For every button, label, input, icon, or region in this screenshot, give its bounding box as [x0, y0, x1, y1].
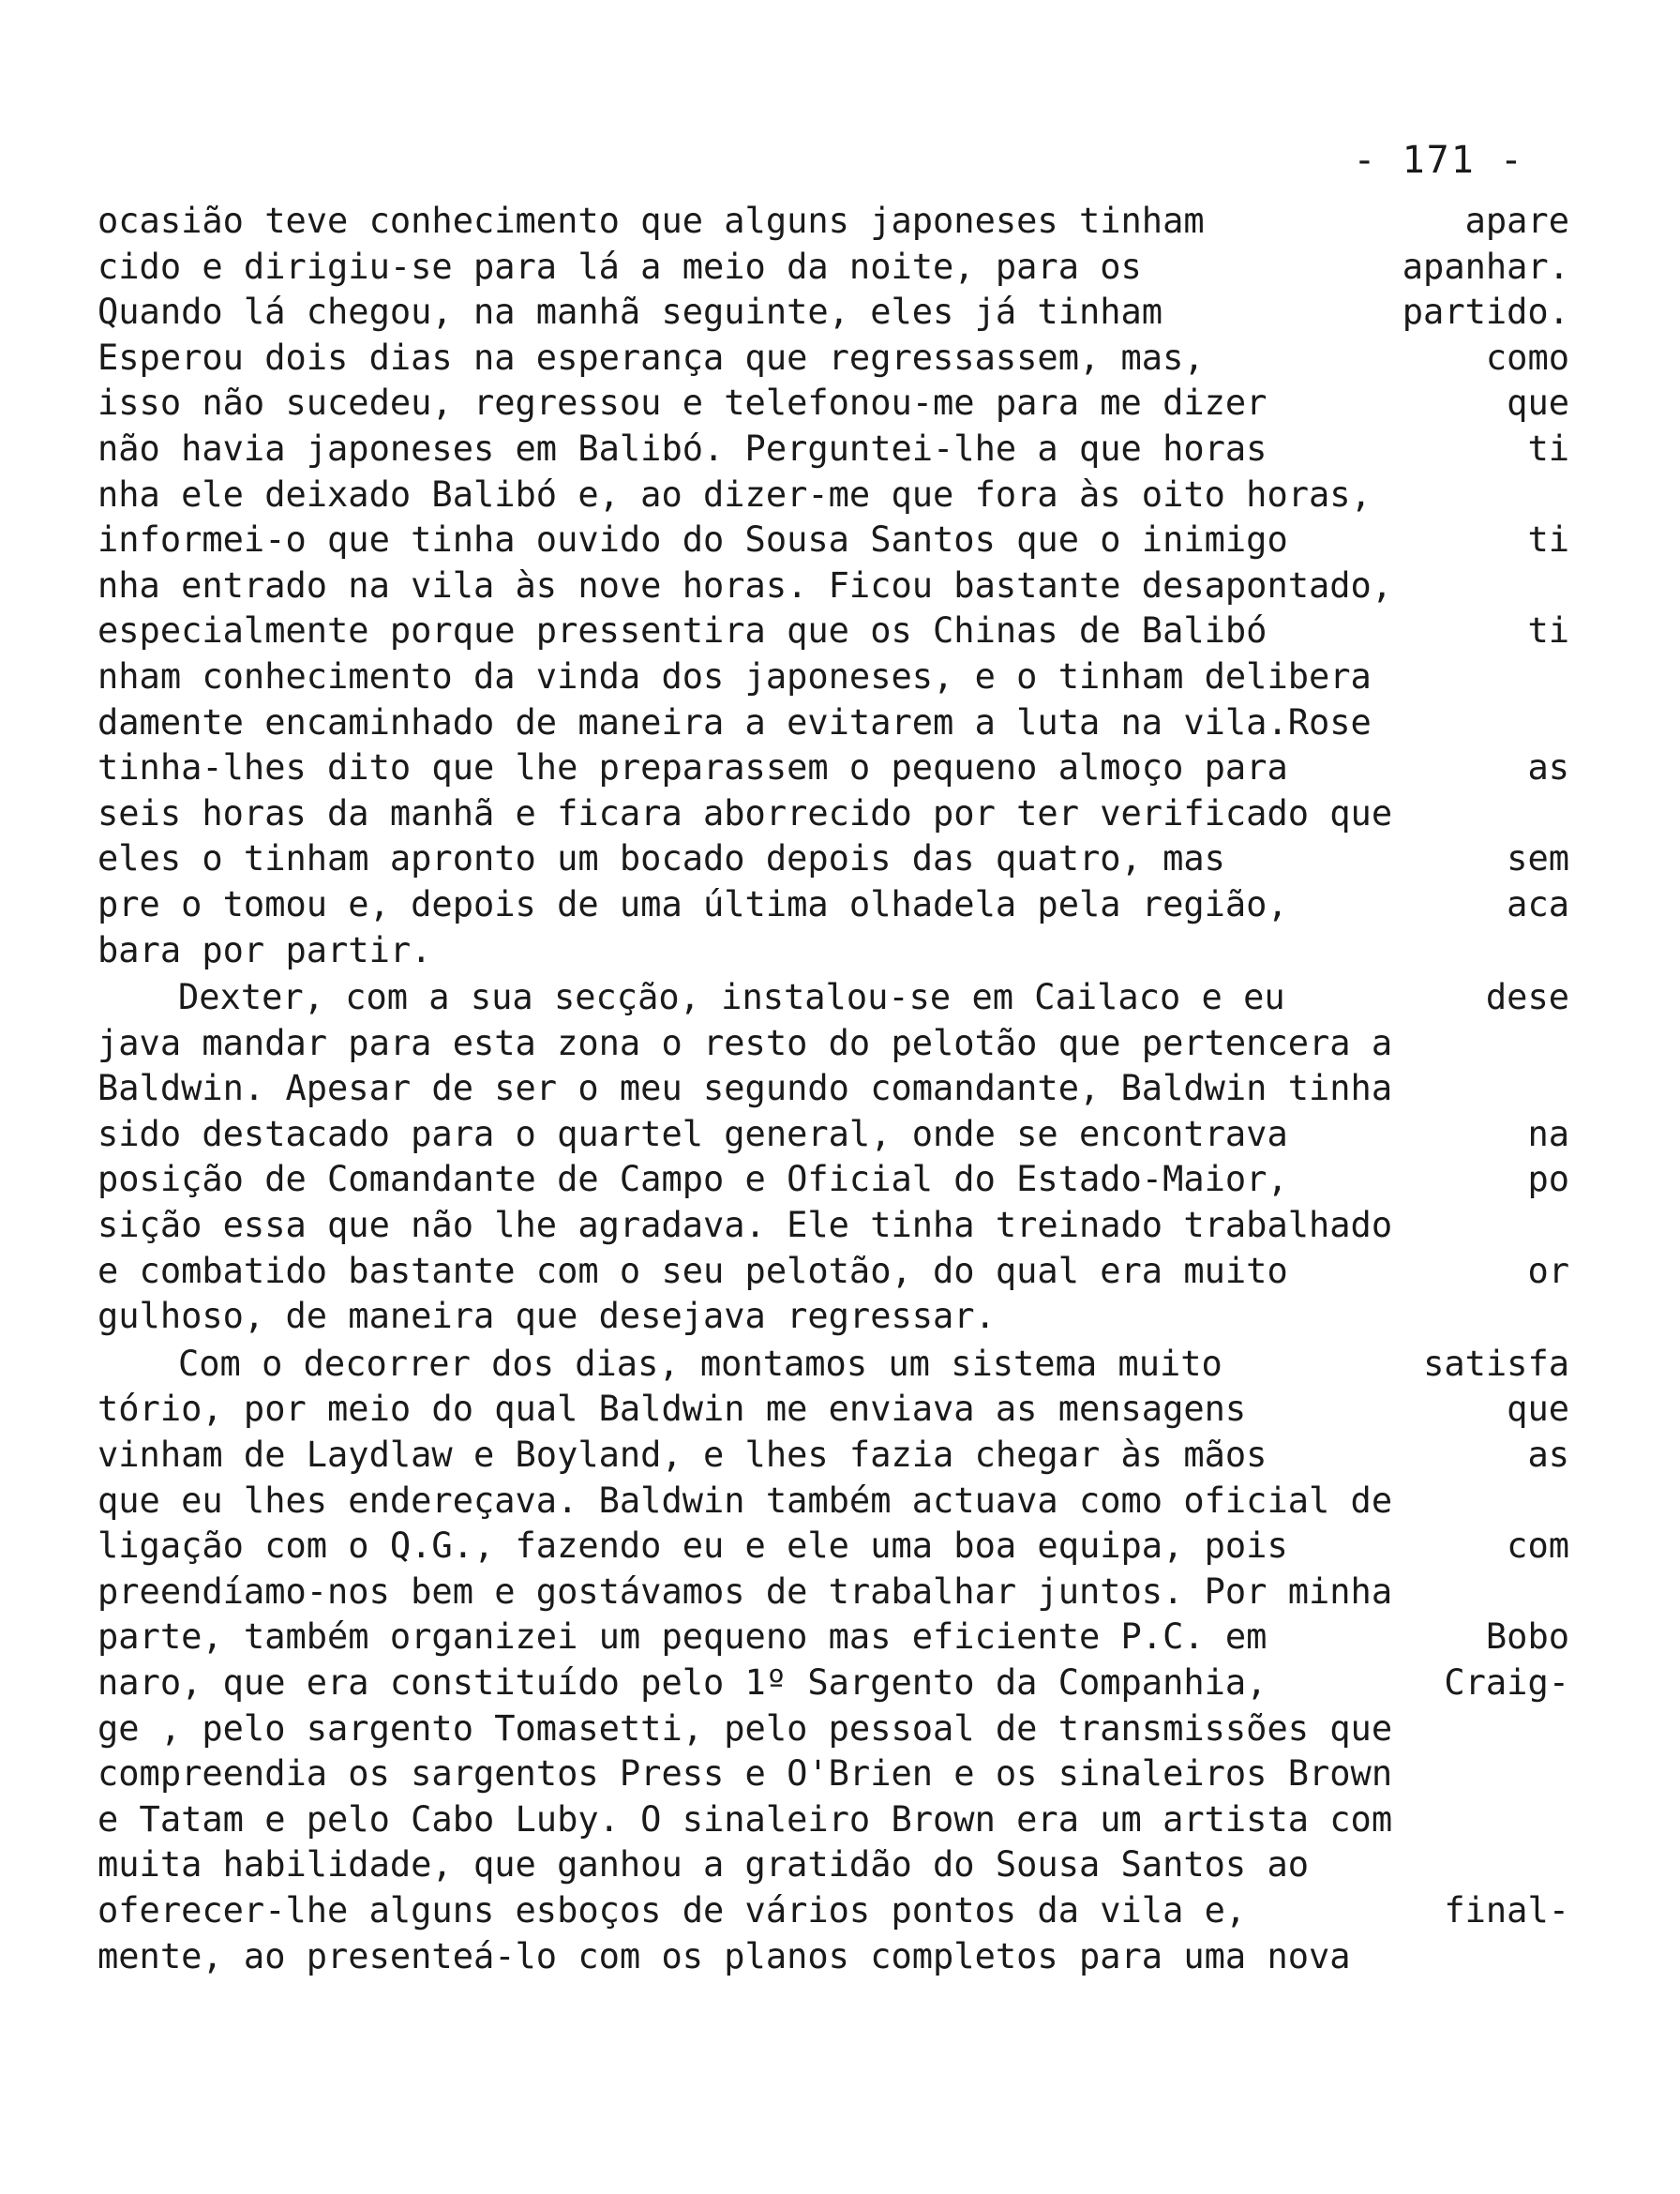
body-text [98, 199, 1569, 1979]
text-line [98, 518, 1569, 564]
line-end-text: as [1527, 1435, 1569, 1476]
line-main-text: mente, ao presenteá-lo com os planos completos para uma nova [98, 1935, 1351, 1976]
line-main-text: nha entrado na vila às nove horas. Ficou bastante desapontado, [98, 564, 1393, 606]
line-end-text: com [1507, 1525, 1569, 1567]
text-line [98, 1294, 1569, 1340]
text-line [98, 1433, 1569, 1479]
line-end-text: sem [1507, 838, 1569, 879]
line-main-text: preendíamo-nos bem e gostávamos de trabalhar juntos. Por minha [98, 1570, 1393, 1612]
line-main-text: isso não sucedeu, regressou e telefonou-me para me dizer [98, 383, 1268, 424]
line-main-text: sição essa que não lhe agradava. Ele tinha treinado trabalhado [98, 1205, 1393, 1246]
line-main-text: compreendia os sargentos Press e O'Brien e os sinaleiros Brown [98, 1753, 1393, 1795]
text-line [98, 928, 1569, 974]
text-line [98, 654, 1569, 700]
line-main-text: cido e dirigiu-se para lá a meio da noite, para os [98, 246, 1142, 287]
line-main-text: nha ele deixado Balibó e, ao dizer-me que fora às oito horas, [98, 473, 1372, 515]
line-main-text: gulhoso, de maneira que desejava regressar. [98, 1296, 996, 1337]
line-main-text: ocasião teve conhecimento que alguns japoneses tinham [98, 201, 1205, 241]
line-main-text: parte, também organizei um pequeno mas eficiente P.C. em [98, 1616, 1268, 1658]
text-line [98, 1112, 1569, 1158]
page-number: - 171 - [1353, 139, 1524, 182]
line-main-text: seis horas da manhã e ficara aborrecido por ter verificado que [98, 792, 1393, 834]
line-main-text: sido destacado para o quartel general, onde se encontrava [98, 1113, 1288, 1154]
text-line [98, 1203, 1569, 1249]
text-line [98, 1888, 1569, 1934]
text-line [98, 1066, 1569, 1112]
line-main-text: informei-o que tinha ouvido do Sousa Santos que o inimigo [98, 519, 1288, 561]
line-main-text: vinham de Laydlaw e Boyland, e lhes fazia chegar às mãos [98, 1435, 1268, 1476]
line-main-text: e Tatam e pelo Cabo Luby. O sinaleiro Brown era um artista com [98, 1798, 1393, 1840]
line-main-text: e combatido bastante com o seu pelotão, do qual era muito [98, 1250, 1288, 1291]
line-end-text: satisfa [1423, 1343, 1569, 1384]
line-main-text: Com o decorrer dos dias, montamos um sistema muito [178, 1343, 1222, 1384]
text-line [98, 745, 1569, 791]
line-end-text: ti [1527, 519, 1569, 561]
text-line [98, 975, 1569, 1021]
line-main-text: Quando lá chegou, na manhã seguinte, eles já tinham [98, 292, 1163, 333]
text-line [98, 290, 1569, 336]
line-end-text: Craig- [1444, 1662, 1569, 1703]
text-line [98, 1797, 1569, 1843]
line-end-text: apanhar. [1402, 246, 1569, 287]
line-end-text: como [1485, 337, 1569, 378]
line-main-text: especialmente porque pressentira que os Chinas de Balibó [98, 610, 1268, 652]
line-main-text: ligação com o Q.G., fazendo eu e ele uma boa equipa, pois [98, 1525, 1288, 1567]
text-line [98, 1934, 1569, 1980]
text-line [98, 336, 1569, 382]
line-end-text: na [1527, 1113, 1569, 1154]
line-main-text: tório, por meio do qual Baldwin me enviava as mensagens [98, 1389, 1247, 1430]
line-main-text: Esperou dois dias na esperança que regressassem, mas, [98, 337, 1205, 378]
text-line [98, 245, 1569, 291]
text-line [98, 1342, 1569, 1388]
text-line [98, 564, 1569, 609]
text-line [98, 836, 1569, 882]
line-end-text: que [1507, 1389, 1569, 1430]
text-line [98, 1570, 1569, 1615]
text-line [98, 791, 1569, 837]
text-line [98, 1706, 1569, 1752]
text-line [98, 1524, 1569, 1570]
text-line [98, 381, 1569, 427]
line-end-text: aca [1507, 883, 1569, 924]
line-end-text: dese [1485, 977, 1569, 1018]
line-main-text: que eu lhes endereçava. Baldwin também actuava como oficial de [98, 1480, 1393, 1521]
line-end-text: que [1507, 383, 1569, 424]
text-line [98, 700, 1569, 746]
line-main-text: java mandar para esta zona o resto do pelotão que pertencera a [98, 1022, 1393, 1063]
line-main-text: oferecer-lhe alguns esboços de vários pontos da vila e, [98, 1889, 1247, 1931]
text-line [98, 1157, 1569, 1203]
line-main-text: eles o tinham apronto um bocado depois das quatro, mas [98, 838, 1225, 879]
line-main-text: não havia japoneses em Balibó. Perguntei-lhe a que horas [98, 428, 1268, 469]
line-end-text: final- [1444, 1889, 1569, 1931]
line-end-text: or [1527, 1250, 1569, 1291]
line-main-text: naro, que era constituído pelo 1º Sargento da Companhia, [98, 1662, 1268, 1703]
line-main-text: muita habilidade, que ganhou a gratidão do Sousa Santos ao [98, 1844, 1310, 1886]
line-end-text: po [1527, 1159, 1569, 1200]
text-line [98, 427, 1569, 473]
text-line [98, 882, 1569, 928]
line-main-text: tinha-lhes dito que lhe preparassem o pequeno almoço para [98, 747, 1288, 789]
line-main-text: bara por partir. [98, 929, 432, 970]
line-main-text: nham conhecimento da vinda dos japoneses, e o tinham delibera [98, 655, 1372, 697]
text-line [98, 1387, 1569, 1433]
line-main-text: pre o tomou e, depois de uma última olhadela pela região, [98, 883, 1288, 924]
text-line [98, 1021, 1569, 1067]
line-main-text: Baldwin. Apesar de ser o meu segundo comandante, Baldwin tinha [98, 1068, 1393, 1109]
text-line [98, 1842, 1569, 1888]
line-main-text: damente encaminhado de maneira a evitarem a luta na vila.Rose [98, 701, 1372, 743]
line-end-text: Bobo [1485, 1616, 1569, 1658]
text-line [98, 1661, 1569, 1706]
text-line [98, 609, 1569, 654]
line-end-text: apare [1464, 201, 1569, 241]
text-line [98, 1249, 1569, 1295]
text-line [98, 1751, 1569, 1797]
line-main-text: Dexter, com a sua secção, instalou-se em Cailaco e eu [178, 977, 1285, 1018]
line-end-text: ti [1527, 428, 1569, 469]
line-main-text: ge , pelo sargento Tomasetti, pelo pessoal de transmissões que [98, 1707, 1393, 1749]
text-line [98, 1479, 1569, 1525]
line-end-text: as [1527, 747, 1569, 789]
line-end-text: ti [1527, 610, 1569, 652]
text-line [98, 1615, 1569, 1661]
line-end-text: partido. [1402, 292, 1569, 333]
text-line [98, 199, 1569, 245]
line-main-text: posição de Comandante de Campo e Oficial do Estado-Maior, [98, 1159, 1288, 1200]
text-line [98, 473, 1569, 518]
